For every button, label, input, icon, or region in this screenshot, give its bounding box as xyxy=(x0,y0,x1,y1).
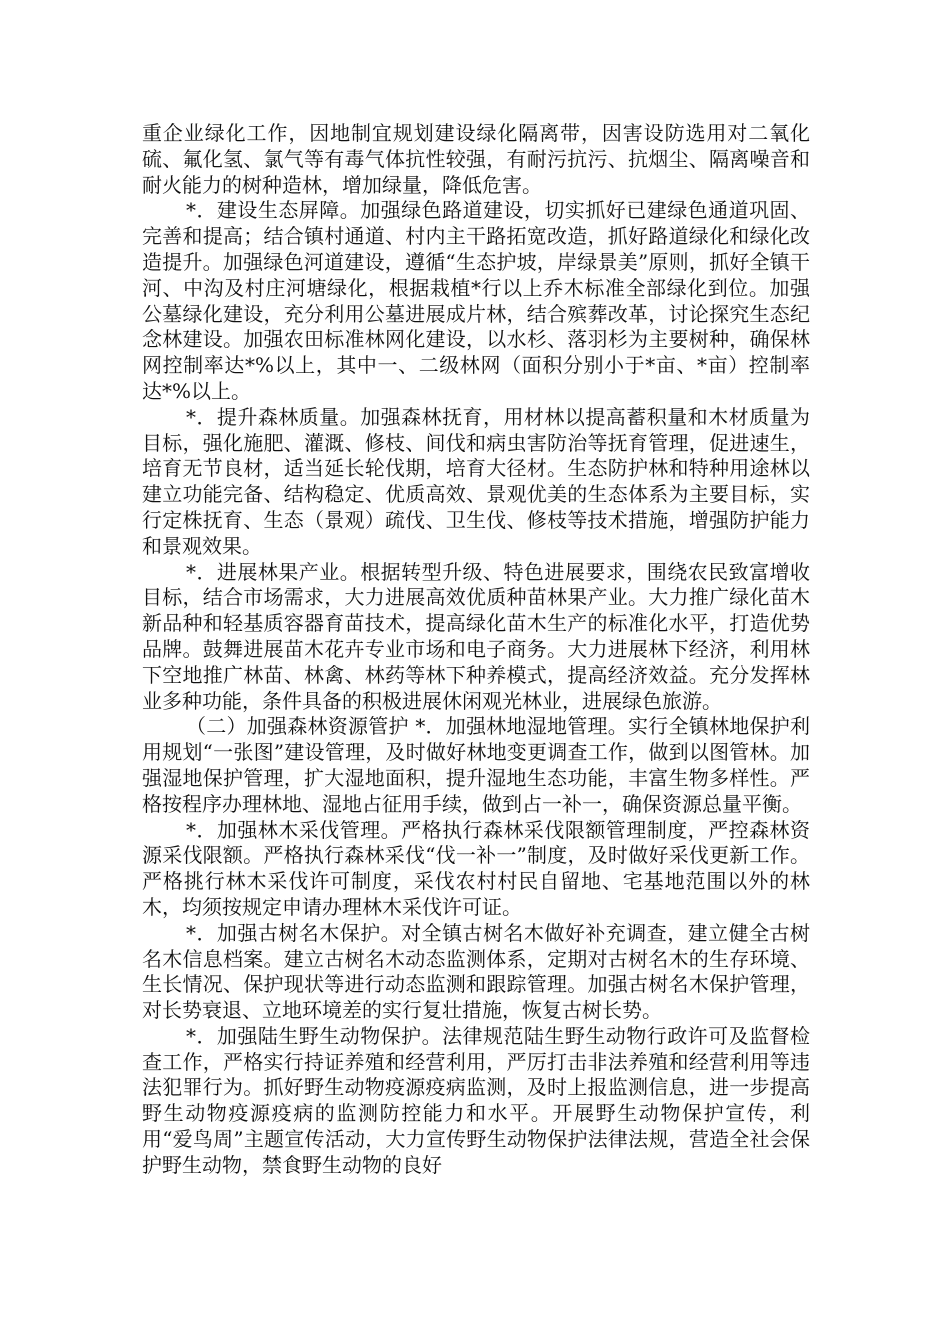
paragraph: *．加强陆生野生动物保护。法律规范陆生野生动物行政许可及监督检查工作，严格实行持证养殖和经营利用，严厉打击非法养殖和经营利用等违法犯罪行为。抓好野生动物疫源疫病监测，及时上报监测信息，进一步提高野生动物疫源疫病的监测防控能力和水平。开展野生动物保护宣传，利用“爱鸟周”主题宣传活动，大力宣传野生动物保护法律法规，营造全社会保护野生动物，禁食野生动物的良好 xyxy=(142,1023,810,1177)
paragraph: *．加强古树名木保护。对全镇古树名木做好补充调查，建立健全古树名木信息档案。建立古树名木动态监测体系，定期对古树名木的生存环境、生长情况、保护现状等进行动态监测和跟踪管理。加强古树名木保护管理，对长势衰退、立地环境差的实行复壮措施，恢复古树长势。 xyxy=(142,920,810,1023)
document-body xyxy=(142,121,810,1179)
paragraph: *．提升森林质量。加强森林抚育，用材林以提高蓄积量和木材质量为目标，强化施肥、灌溉、修枝、间伐和病虫害防治等抚育管理，促进速生，培育无节良材，适当延长轮伐期，培育大径材。生态防护林和特种用途林以建立功能完备、结构稳定、优质高效、景观优美的生态体系为主要目标，实行定株抚育、生态（景观）疏伐、卫生伐、修枝等技术措施，增强防护能力和景观效果。 xyxy=(142,404,810,558)
paragraph: *．加强林木采伐管理。严格执行森林采伐限额管理制度，严控森林资源采伐限额。严格执行森林采伐“伐一补一”制度，及时做好采伐更新工作。严格挑行林木采伐许可制度，采伐农村村民自留地、宅基地范围以外的林木，均须按规定申请办理林木采伐许可证。 xyxy=(142,817,810,919)
paragraph: 重企业绿化工作，因地制宜规划建设绿化隔离带，因害设防选用对二氧化硫、氟化氢、氯气等有毒气体抗性较强，有耐污抗污、抗烟尘、隔离噪音和耐火能力的树种造林，增加绿量，降低危害。 xyxy=(142,121,810,197)
paragraph: （二）加强森林资源管护 *．加强林地湿地管理。实行全镇林地保护利用规划“一张图”建设管理，及时做好林地变更调查工作，做到以图管林。加强湿地保护管理，扩大湿地面积，提升湿地生态功能，丰富生物多样性。严格按程序办理林地、湿地占征用手续，做到占一补一，确保资源总量平衡。 xyxy=(142,714,810,816)
paragraph: *．进展林果产业。根据转型升级、特色进展要求，围绕农民致富增收目标，结合市场需求，大力进展高效优质种苗林果产业。大力推广绿化苗木新品种和轻基质容器育苗技术，提高绿化苗木生产的标准化水平，打造优势品牌。鼓舞进展苗木花卉专业市场和电子商务。大力进展林下经济，利用林下空地推广林苗、林禽、林药等林下种养模式，提高经济效益。充分发挥林业多种功能，条件具备的积极进展休闲观光林业，进展绿色旅游。 xyxy=(142,559,810,713)
paragraph: *．建设生态屏障。加强绿色路道建设，切实抓好已建绿色通道巩固、完善和提高；结合镇村通道、村内主干路拓宽改造，抓好路道绿化和绿化改造提升。加强绿色河道建设，遵循“生态护坡，岸绿景美”原则，抓好全镇干河、中沟及村庄河塘绿化，根据栽植*行以上乔木标准全部绿化到位。加强公墓绿化建设，充分利用公墓进展成片林，结合殡葬改革，讨论探究生态纪念林建设。加强农田标准林网化建设，以水杉、落羽杉为主要树种，确保林网控制率达*%以上，其中一、二级林网（面积分别小于*亩、*亩）控制率达*%以上。 xyxy=(142,198,810,403)
